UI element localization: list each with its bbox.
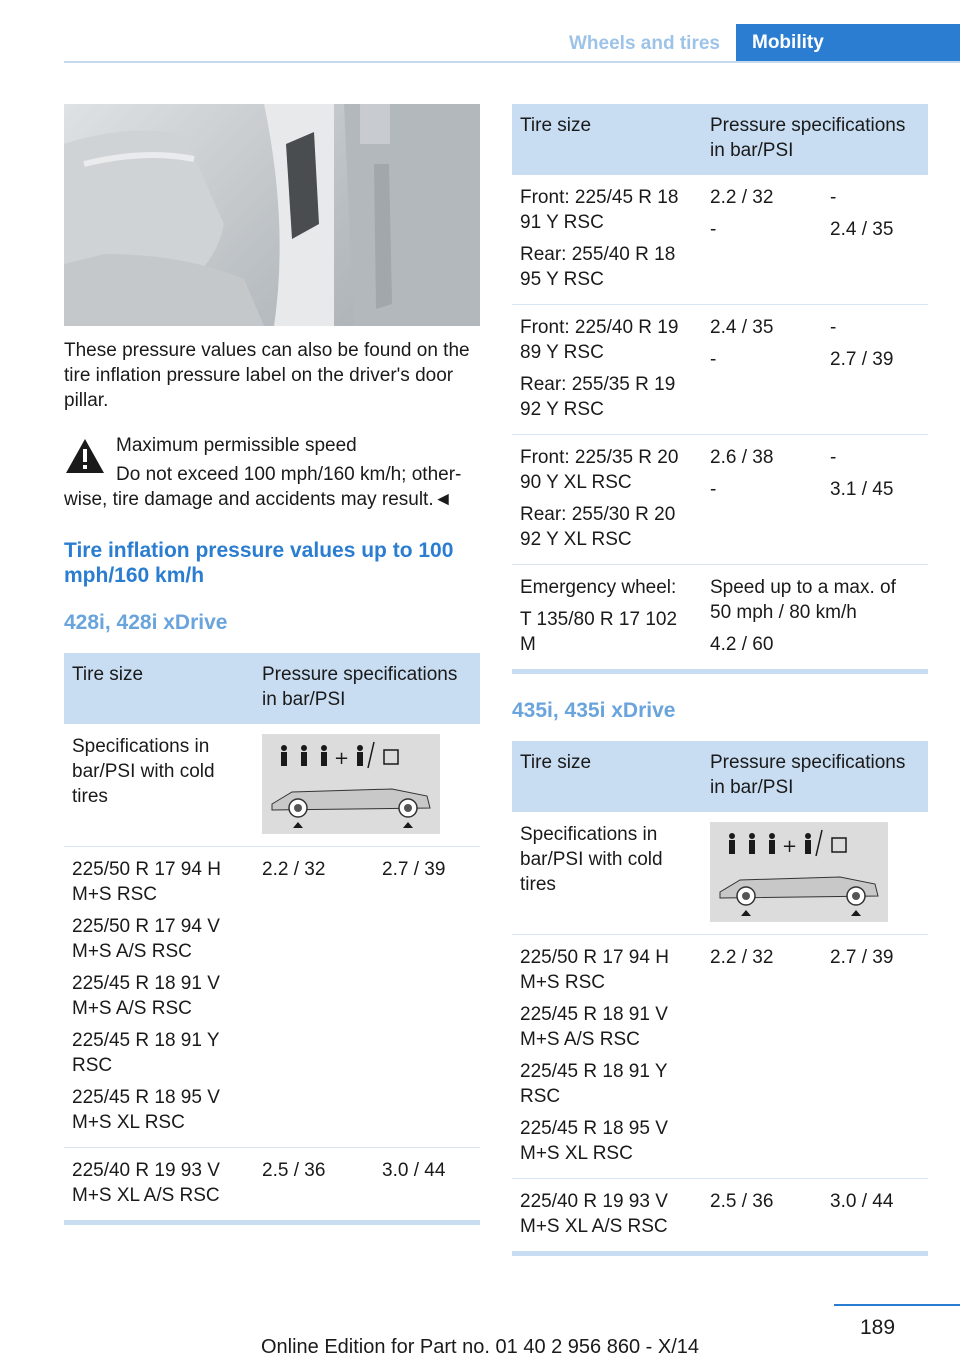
svg-text:+: +: [334, 748, 350, 769]
pressure-table-428i: [64, 653, 480, 1220]
table-end-bar: [512, 669, 928, 674]
spec-label: Specifications in bar/PSI with cold tires: [64, 724, 254, 847]
svg-text:+: +: [782, 836, 798, 857]
chapter-tab: Mobility: [736, 24, 960, 62]
load-condition-icon: [262, 734, 440, 834]
warning-text: Do not exceed 100 mph/160 km/h; other‐wise, tire damage and accidents may result.◄: [64, 464, 462, 510]
page-header: [0, 0, 960, 62]
load-icon-cell: [254, 724, 480, 847]
col-header-tire-size: Tire size: [512, 741, 702, 812]
table-row: Front: 225/45 R 18 91 Y RSC Rear: 255/40 R 18 95 Y RSC 2.2 / 32 - - 2.4 / 35: [512, 175, 928, 305]
table-row: 225/50 R 17 94 H M+S RSC 225/50 R 17 94 V M+S A/S RSC 225/45 R 18 91 V M+S A/S RSC 225/45 R 18 91 Y RSC 225/45 R 18 95 V M+S XL RSC 2.2 / 32 2.7 / 39: [64, 847, 480, 1148]
col-header-tire-size: Tire size: [512, 104, 702, 175]
table-row: 225/40 R 19 93 V M+S XL A/S RSC 2.5 / 36 3.0 / 44: [520, 1191, 894, 1237]
header-rule: [64, 61, 960, 63]
right-column: [512, 104, 928, 1256]
load-condition-icon: [710, 822, 888, 922]
footer-edition: Online Edition for Part no. 01 40 2 956 860 - X/14: [260, 1336, 700, 1358]
section-title: Wheels and tires: [569, 33, 720, 54]
left-column: [64, 104, 480, 1225]
warning-triangle-icon: [64, 437, 106, 475]
col-header-pressure: Pressure specifications in bar/PSI: [702, 741, 928, 812]
table-row: Front: 225/35 R 20 90 Y XL RSC Rear: 255/30 R 20 92 Y XL RSC 2.6 / 38 - - 3.1 / 45: [512, 435, 928, 565]
model-heading-428i: 428i, 428i xDrive: [64, 611, 228, 634]
table-row: Front: 225/40 R 19 89 Y RSC Rear: 255/35 R 19 92 Y RSC 2.4 / 35 - - 2.7 / 39: [512, 305, 928, 435]
load-icon-cell: [702, 812, 928, 935]
intro-paragraph: These pressure values can also be found on the tire inflation pressure label on the driver's door pillar.: [64, 340, 470, 411]
emergency-wheel-row: Emergency wheel: T 135/80 R 17 102 M Speed up to a max. of 50 mph / 80 km/h 4.2 / 60: [520, 577, 896, 655]
col-header-pressure: Pressure specifications in bar/PSI: [254, 653, 480, 724]
table-row: 225/50 R 17 94 H M+S RSC 225/45 R 18 91 V M+S A/S RSC 225/45 R 18 91 Y RSC 225/45 R 18 95 V M+S XL RSC 2.2 / 32 2.7 / 39: [512, 935, 928, 1179]
pressure-table-mixed: [512, 104, 928, 669]
table-row: 225/40 R 19 93 V M+S XL A/S RSC 2.5 / 36 3.0 / 44: [72, 1160, 446, 1206]
model-heading-435i: 435i, 435i xDrive: [512, 699, 676, 722]
col-header-pressure: Pressure specifications in bar/PSI: [702, 104, 928, 175]
col-header-tire-size: Tire size: [64, 653, 254, 724]
section-heading: Tire inflation pressure values up to 100 mph/160 km/h: [64, 539, 454, 587]
table-end-bar: [512, 1251, 928, 1256]
door-pillar-illustration: [64, 104, 480, 326]
spec-label: Specifications in bar/PSI with cold tires: [512, 812, 702, 935]
door-pillar-photo: [64, 104, 480, 326]
warning-title: Maximum permissible speed: [116, 435, 357, 456]
table-end-bar: [64, 1220, 480, 1225]
page-number-rule: [834, 1304, 960, 1306]
page-number: 189: [860, 1316, 896, 1339]
warning-block: [64, 433, 480, 512]
pressure-table-435i: [512, 741, 928, 1251]
